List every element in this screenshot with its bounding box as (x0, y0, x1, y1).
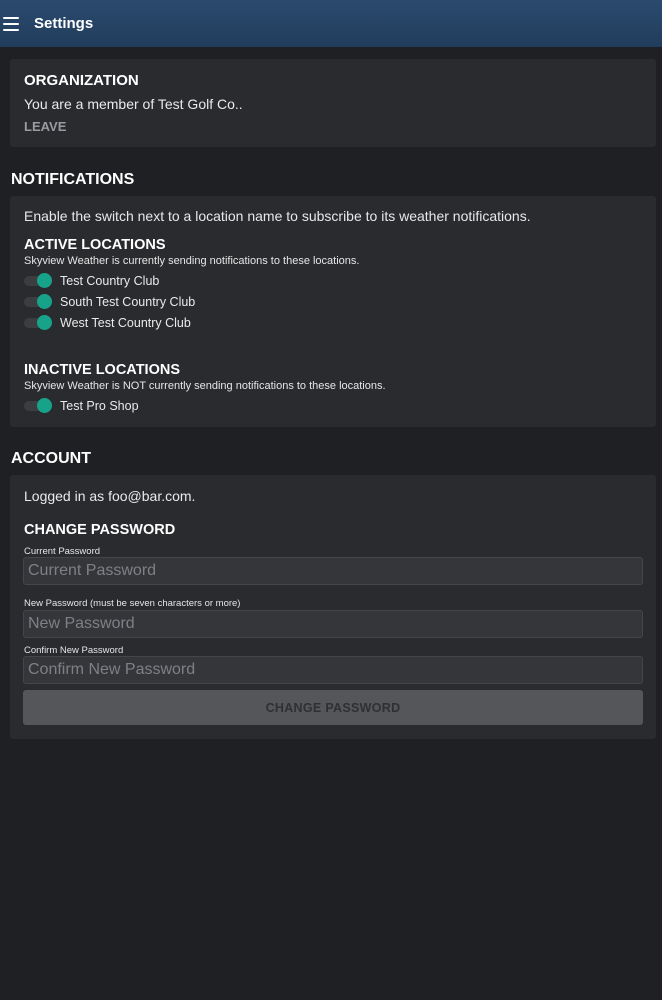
new-password-label: New Password (must be seven characters or more) (24, 598, 241, 609)
organization-card (10, 59, 656, 147)
location-name: South Test Country Club (60, 295, 196, 309)
notifications-title: NOTIFICATIONS (11, 171, 135, 188)
location-item (24, 398, 139, 414)
current-password-input[interactable] (23, 557, 643, 585)
location-name: Test Country Club (60, 274, 160, 288)
app-bar (0, 0, 662, 47)
organization-member-text: You are a member of Test Golf Co.. (24, 96, 243, 112)
change-password-title: CHANGE PASSWORD (24, 522, 176, 538)
location-toggle-switch[interactable] (24, 297, 52, 307)
leave-organization-button[interactable]: LEAVE (24, 119, 67, 134)
change-password-button[interactable]: CHANGE PASSWORD (23, 690, 643, 725)
logged-in-text: Logged in as foo@bar.com. (24, 488, 196, 504)
inactive-locations-description: Skyview Weather is NOT currently sending notifications to these locations. (24, 380, 386, 392)
account-card (10, 475, 656, 739)
location-item (24, 315, 191, 331)
location-toggle-switch[interactable] (24, 318, 52, 328)
location-item (24, 294, 195, 310)
notifications-intro: Enable the switch next to a location name to subscribe to its weather notifications. (24, 208, 531, 224)
page-title: Settings (34, 15, 94, 32)
active-locations-title: ACTIVE LOCATIONS (24, 237, 166, 253)
location-toggle-switch[interactable] (24, 276, 52, 286)
active-locations-description: Skyview Weather is currently sending notifications to these locations. (24, 255, 360, 267)
location-name: Test Pro Shop (60, 399, 139, 413)
new-password-input[interactable] (23, 610, 643, 638)
location-item (24, 273, 159, 289)
hamburger-menu-icon[interactable] (3, 16, 21, 32)
current-password-label: Current Password (24, 546, 101, 557)
account-title: ACCOUNT (11, 450, 91, 467)
inactive-locations-title: INACTIVE LOCATIONS (24, 362, 181, 378)
notifications-card (10, 196, 656, 427)
confirm-password-input[interactable] (23, 656, 643, 684)
location-name: West Test Country Club (60, 316, 191, 330)
location-toggle-switch[interactable] (24, 401, 52, 411)
confirm-password-label: Confirm New Password (24, 645, 124, 656)
organization-title: ORGANIZATION (24, 72, 139, 89)
